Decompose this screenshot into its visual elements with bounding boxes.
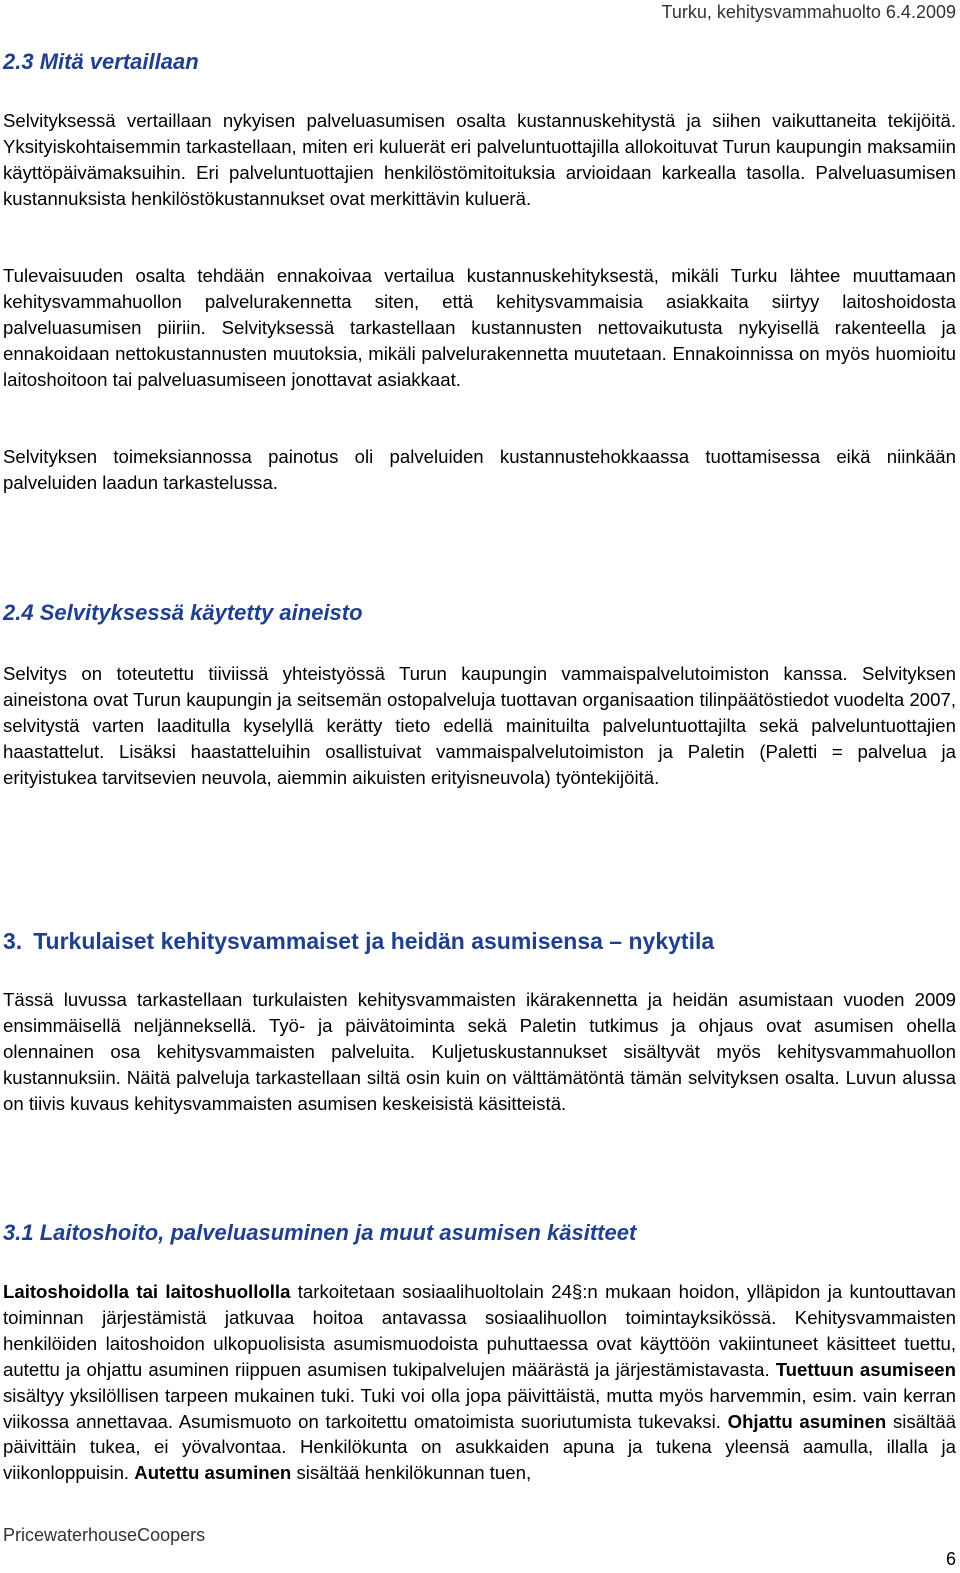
header-date: Turku, kehitysvammahuolto 6.4.2009 <box>661 2 956 22</box>
page-number: 6 <box>945 1549 956 1569</box>
section-3-number: 3. <box>3 928 23 954</box>
section-3-heading <box>3 928 714 955</box>
section-2-4-title: 2.4 Selvityksessä käytetty aineisto <box>3 600 363 625</box>
footer-company: PricewaterhouseCoopers <box>3 1525 206 1545</box>
text-autettu-asuminen: sisältää henkilökunnan tuen, <box>291 1462 532 1484</box>
term-ohjattu-asuminen: Ohjattu asuminen <box>727 1410 887 1432</box>
term-tuettu-asuminen: Tuettuun asumiseen <box>775 1358 957 1380</box>
text-laitoshoito: tarkoitetaan sosiaalihuoltolain 24§:n mukaan hoidon, ylläpidon ja kuntouttavan toiminnan järjestämistä jatkuvaa hoitoa antavassa sosiaalihuollon toimintayksikössä. Kehitysvammaisten henkilöiden laitoshoidon ulkopuolisista asumismuodoista puhuttaessa ovat käyttöön vakiintuneet käsitteet tuettu, autettu ja ohjattu asuminen riippuen asumisen tukipalvelujen määrästä ja järjestämistavasta. <box>3 1281 956 1380</box>
section-2-3-title: 2.3 Mitä vertaillaan <box>3 49 199 74</box>
text-ohjattu-asuminen: sisältää päivittäin tukea, ei yövalvontaa. Henkilökunta on asukkaiden apuna ja tukena yleensä aamulla, illalla ja viikonloppuisin. <box>3 1410 956 1484</box>
section-3-paragraph-1: Tässä luvussa tarkastellaan turkulaisten kehitysvammaisten ikärakennetta ja heidän asumistaan vuoden 2009 ensimmäisellä neljänneksellä. Työ- ja päivätoiminta sekä Paletin tutkimus ja ohjaus ovat asumisen ohella olennainen osa kehitysvammaisten palveluita. Kuljetuskustannukset sisältyvät myös kehitysvammahuollon kustannuksiin. Näitä palveluja tarkastellaan siltä osin kuin on välttämätöntä tämän selvityksen osalta. Luvun alussa on tiivis kuvaus kehitysvammaisten asumisen keskeisistä käsitteistä. <box>3 989 956 1114</box>
term-autettu-asuminen: Autettu asuminen <box>134 1462 292 1484</box>
section-2-4-paragraph-1: Selvitys on toteutettu tiiviissä yhteistyössä Turun kaupungin vammaispalvelutoimiston kanssa. Selvityksen aineistona ovat Turun kaupungin ja seitsemän ostopalveluja tuottavan organisaation tilinpäätöstiedot vuodelta 2007, selvitystä varten laaditulla kyselyllä kerätty tieto edellä mainituilta palveluntuottajilta sekä palveluntuottajien haastattelut. Lisäksi haastatteluihin osallistuivat vammaispalvelutoimiston ja Paletin (Paletti = palvelua ja erityistukea tarvitsevien neuvola, aiemmin aikuisten erityisneuvola) työntekijöitä. <box>3 663 956 788</box>
section-3-1-title: 3.1 Laitoshoito, palveluasuminen ja muut asumisen käsitteet <box>3 1220 637 1245</box>
section-3-1-paragraph-1 <box>3 1279 956 1486</box>
section-3-title: Turkulaiset kehitysvammaiset ja heidän asumisensa – nykytila <box>33 928 715 954</box>
section-2-3-paragraph-2: Tulevaisuuden osalta tehdään ennakoivaa vertailua kustannuskehityksestä, mikäli Turku lähtee muuttamaan kehitysvammahuollon palvelurakennetta siten, että kehitysvammaisia asiakkaita siirtyy laitoshoidosta palveluasumisen piiriin. Selvityksessä tarkastellaan kustannusten nettovaikutusta nykyisellä rakenteella ja ennakoidaan nettokustannusten muutoksia, mikäli palvelurakennetta muutetaan. Ennakoinnissa on myös huomioitu laitoshoitoon tai palveluasumiseen jonottavat asiakkaat. <box>3 265 956 390</box>
text-tuettu-asuminen: sisältyy yksilöllisen tarpeen mukainen tuki. Tuki voi olla jopa päivittäistä, mutta myös harvemmin, esim. vain kerran viikossa annettavaa. Asumismuoto on tarkoitettu omatoimista suoriutumista tukevaksi. <box>3 1384 956 1432</box>
section-2-3-paragraph-1: Selvityksessä vertaillaan nykyisen palveluasumisen osalta kustannuskehitystä ja siihen vaikuttaneita tekijöitä. Yksityiskohtaisemmin tarkastellaan, miten eri kuluerät eri palveluntuottajilla allokoituvat Turun kaupungin maksamiin käyttöpäivämaksuihin. Eri palveluntuottajien henkilöstömitoituksia arvioidaan karkealla tasolla. Palveluasumisen kustannuksista henkilöstökustannukset ovat merkittävin kuluerä. <box>3 110 956 209</box>
term-laitoshoito: Laitoshoidolla tai laitoshuollolla <box>3 1281 291 1302</box>
section-2-3-paragraph-3: Selvityksen toimeksiannossa painotus oli palveluiden kustannustehokkaassa tuottamisessa eikä niinkään palveluiden laadun tarkastelussa. <box>3 446 956 493</box>
